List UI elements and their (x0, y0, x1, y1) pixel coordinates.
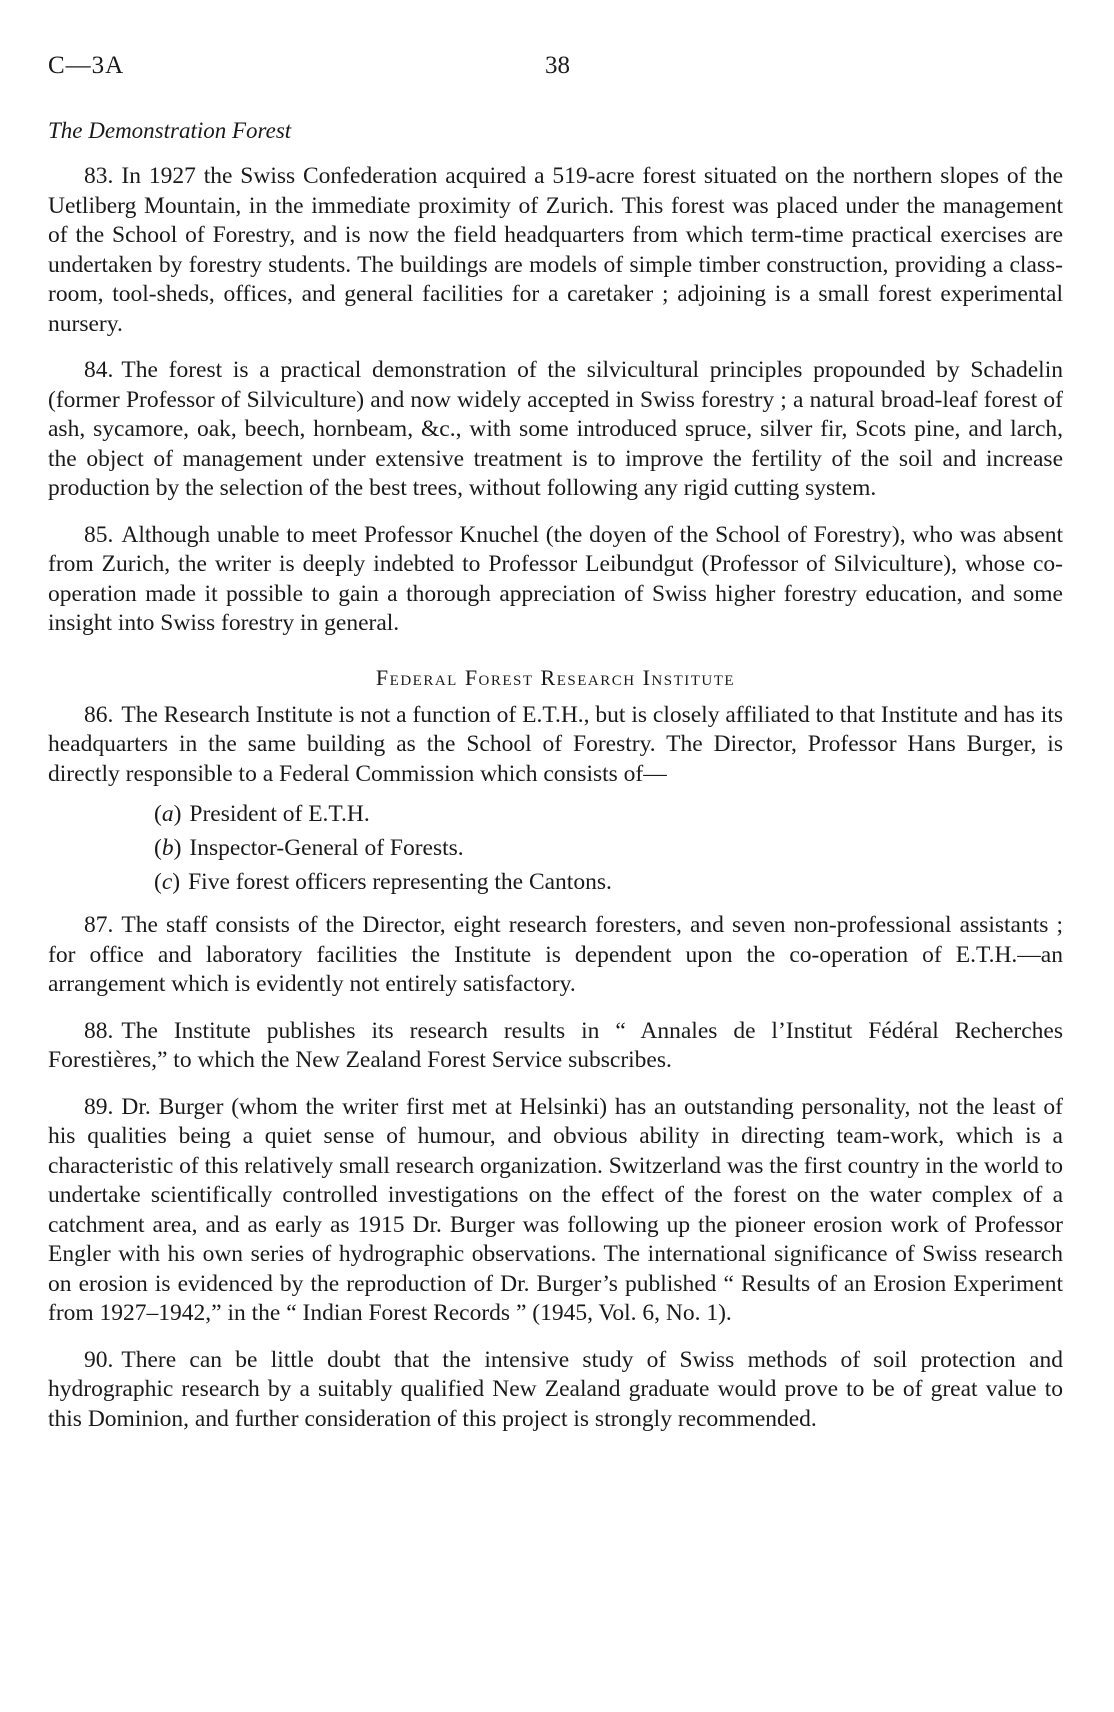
paragraph-text: Although unable to meet Professor Knuchel (the doyen of the School of Forestry), who was absent from Zurich, the writer is deeply indebted to Professor Leibundgut (Professor of Silviculture), whose co-operation made it possible to gain a thorough appreciation of Swiss higher forestry education, and some insight into Swiss forestry in general. (48, 521, 1063, 636)
list-marker: (a) (154, 801, 182, 827)
paragraph-text: In 1927 the Swiss Confederation acquired a 519-acre forest situated on the northern slopes of the Uetliberg Mountain, in the immediate proximity of Zurich. This forest was placed under the management of the School of Forestry, and is now the field headquarters from which term-time practical exercises are undertaken by forestry students. The buildings are models of simple timber construction, providing a class-room, tool-sheds, offices, and general facilities for a caretaker ; adjoining is a small forest experimental nursery. (48, 163, 1063, 337)
institute-heading: Federal Forest Research Institute (375, 664, 736, 690)
paragraph-number: 85. (84, 521, 114, 548)
list-item-text: President of E.T.H. (189, 801, 370, 827)
paragraph-83 (48, 162, 1063, 339)
paragraph-number: 83. (84, 163, 114, 189)
page-header (48, 44, 1063, 84)
paragraph-text: The Research Institute is not a function of E.T.H., but is closely affiliated to that Institute and has its headquarters in the same building as the School of Forestry. The Director, Professor Hans Burger, is directly responsible to a Federal Commission which consists of— (48, 701, 1063, 787)
list-item-text: Inspector-General of Forests. (189, 835, 464, 861)
list-item (154, 797, 1063, 831)
paragraph-number: 86. (84, 701, 114, 728)
paragraph-text: Dr. Burger (whom the writer first met at Helsinki) has an outstanding personality, not the least of his qualities being a quiet sense of humour, and obvious ability in directing team-work, which is a characteristic of this relatively small research organization. Switzerland was the first country in the world to undertake scientifically controlled investigations on the effect of the forest on the water complex of a catchment area, and as early as 1915 Dr. Burger was following up the pioneer erosion work of Professor Engler with his own series of hydrographic observations. The international significance of Swiss research on erosion is evidenced by the reproduction of Dr. Burger’s published “ Results of an Erosion Experiment from 1927–1942,” in the “ Indian Forest Records ” (1945, Vol. 6, No. 1). (48, 1093, 1063, 1326)
list-item-text: Five forest officers representing the Cantons. (188, 869, 612, 895)
document-reference: C—3A (48, 52, 125, 79)
list-item (154, 865, 1063, 899)
paragraph-number: 84. (84, 357, 114, 383)
paragraph-84 (48, 356, 1063, 504)
page-number: 38 (545, 52, 570, 79)
paragraph-90 (48, 1346, 1063, 1435)
paragraph-86 (48, 701, 1063, 790)
list-marker: (c) (154, 869, 181, 895)
paragraph-text: The staff consists of the Director, eight research foresters, and seven non-professional assistants ; for office and laboratory facilities the Institute is dependent upon the co-operation of E.T.H.—an arrangement which is evidently not entirely satisfactory. (48, 912, 1063, 997)
paragraph-85 (48, 521, 1063, 639)
list-marker: (b) (154, 835, 182, 861)
paragraph-number: 89. (84, 1093, 114, 1120)
section-title: The Demonstration Forest (48, 118, 292, 143)
paragraph-text: The forest is a practical demonstration of the silvicultural principles propounded by Schadelin (former Professor of Silviculture) and now widely accepted in Swiss forestry ; a natural broad-leaf forest of ash, sycamore, oak, beech, hornbeam, &c., with some introduced spruce, silver fir, Scots pine, and larch, the object of management under extensive treatment is to improve the fertility of the soil and increase production by the selection of the best trees, without following any rigid cutting system. (48, 357, 1063, 501)
paragraph-88 (48, 1017, 1063, 1076)
paragraph-number: 87. (84, 912, 114, 938)
paragraph-87 (48, 911, 1063, 1000)
paragraph-text: There can be little doubt that the intensive study of Swiss methods of soil protection and hydrographic research by a suitably qualified New Zealand graduate would prove to be of great value to this Dominion, and further consideration of this project is strongly recommended. (48, 1346, 1063, 1432)
paragraph-text: The Institute publishes its research results in “ Annales de l’Institut Fédéral Recherches Forestières,” to which the New Zealand Forest Service subscribes. (48, 1017, 1063, 1073)
paragraph-number: 90. (84, 1346, 114, 1373)
paragraph-89 (48, 1093, 1063, 1329)
list-item (154, 831, 1063, 865)
commission-list (48, 797, 1063, 899)
paragraph-number: 88. (84, 1017, 114, 1044)
document-page (48, 44, 1063, 1451)
